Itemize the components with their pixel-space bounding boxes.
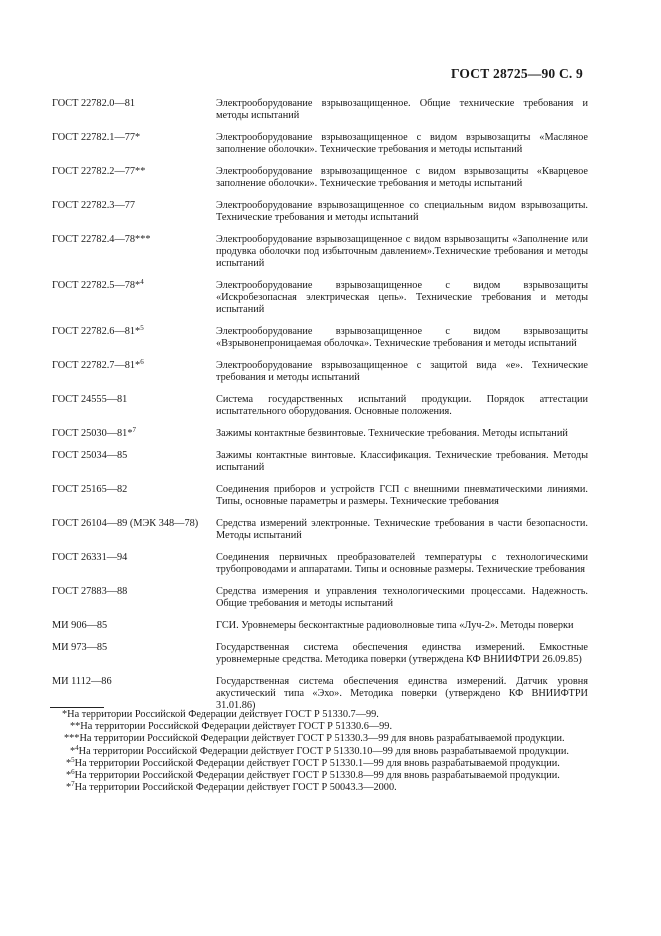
standard-title: Электрооборудование взрывозащищенное с защитой вида «е». Технические требования и методы испытаний [216,360,588,383]
reference-row [52,326,588,350]
standard-code: ГОСТ 22782.6—81*$^5$ [52,324,144,337]
reference-row [52,234,588,270]
standard-title: Система государственных испытаний продукции. Порядок аттестации испытательного оборудования. Основные положения. [216,394,588,417]
standard-code: ГОСТ 22782.7—81*$^6$ [52,358,144,371]
reference-row [52,280,588,316]
footnote: **На территории Российской Федерации действует ГОСТ Р 51330.6—99. [70,721,393,733]
reference-row [52,360,588,384]
standard-title: Соединения приборов и устройств ГСП с внешними пневматическими линиями. Типы, основные параметры и размеры. Технические требования [216,484,588,507]
standard-title: Электрооборудование взрывозащищенное с видом взрывозащиты «Искробезопасная электрическая цепь». Технические требования и методы испытаний [216,280,588,315]
footnote: ***На территории Российской Федерации действует ГОСТ Р 51330.3—99 для вновь разрабатываемой продукции. [64,733,565,745]
standard-code: ГОСТ 22782.1—77* [52,132,141,143]
reference-row [52,450,588,474]
footnote: *$^5$На территории Российской Федерации действует ГОСТ Р 51330.1—99 для вновь разрабатываемой продукции. [66,755,560,769]
standard-code: ГОСТ 22782.5—78*$^4$ [52,278,144,291]
reference-row [52,642,588,666]
standard-title: Электрооборудование взрывозащищенное с видом взрывозащиты «Масляное заполнение оболочки». Технические требования и методы испытаний [216,132,588,155]
standard-title: Соединения первичных преобразователей температуры с технологическими трубопроводами и аппаратами. Типы и основные размеры. Технические требования [216,552,588,575]
reference-row [52,428,588,440]
standard-title: Средства измерений электронные. Технические требования в части безопасности. Методы испытаний [216,518,588,541]
standard-code: ГОСТ 24555—81 [52,394,128,405]
reference-row [52,166,588,190]
standard-code: МИ 1112—86 [52,676,112,687]
standard-code: ГОСТ 22782.2—77** [52,166,146,177]
standard-title: Электрооборудование взрывозащищенное со специальным видом взрывозащиты. Технические требования и методы испытаний [216,200,588,223]
reference-row [52,200,588,224]
standard-code: ГОСТ 25030—81*$^7$ [52,426,136,439]
standard-title: ГСИ. Уровнемеры бесконтактные радиоволновые типа «Луч-2». Методы поверки [216,620,574,631]
standard-code: ГОСТ 26104—89 (МЭК 348—78) [52,518,199,529]
standard-title: Электрооборудование взрывозащищенное с видом взрывозащиты «Заполнение или продувка оболочки под избыточным давлением».Технические требования и методы испытаний [216,234,588,269]
footnote: *$^6$На территории Российской Федерации действует ГОСТ Р 51330.8—99 для вновь разрабатываемой продукции. [66,768,560,782]
standard-title: Государственная система обеспечения единства измерений. Емкостные уровнемерные средства. Методика поверки (утверждена КФ ВНИИФТРИ 26.09.85) [216,642,588,665]
standard-title: Электрооборудование взрывозащищенное с видом взрывозащиты «Взрывонепроницаемая оболочка». Технические требования и методы испытаний [216,326,588,349]
standard-code: ГОСТ 25165—82 [52,484,128,495]
reference-row [52,620,588,632]
standard-code: МИ 906—85 [52,620,108,631]
reference-row [52,518,588,542]
reference-row [52,98,588,122]
standard-title: Электрооборудование взрывозащищенное с видом взрывозащиты «Кварцевое заполнение оболочки». Технические требования и методы испытаний [216,166,588,189]
standard-title: Средства измерения и управления технологическими процессами. Надежность. Общие требования и методы испытаний [216,586,588,609]
standard-code: ГОСТ 27883—88 [52,586,128,597]
footnote: *На территории Российской Федерации действует ГОСТ Р 51330.7—99. [62,709,379,720]
reference-row [52,676,588,712]
footnote-divider [50,707,104,708]
standard-code: ГОСТ 26331—94 [52,552,128,563]
standard-title: Государственная система обеспечения единства измерений. Датчик уровня акустический типа «Эхо». Методика поверки (утверждено КФ ВНИИФТРИ 31.01.86) [216,676,588,711]
standard-title: Зажимы контактные винтовые. Классификация. Технические требования. Методы испытаний [216,450,588,473]
reference-row [52,394,588,418]
footnote: *$^7$На территории Российской Федерации действует ГОСТ Р 50043.3—2000. [66,780,397,794]
standard-title: Зажимы контактные безвинтовые. Технические требования. Методы испытаний [216,428,568,439]
footnote: *$^4$На территории Российской Федерации действует ГОСТ Р 51330.10—99 для вновь разрабатываемой продукции. [70,743,569,757]
reference-row [52,132,588,156]
standard-code: ГОСТ 22782.4—78*** [52,234,151,245]
standard-code: ГОСТ 25034—85 [52,450,128,461]
reference-row [52,586,588,610]
standard-code: ГОСТ 22782.0—81 [52,98,136,109]
standard-code: МИ 973—85 [52,642,108,653]
page-header: ГОСТ 28725—90 С. 9 [450,66,583,81]
reference-row [52,484,588,508]
standard-code: ГОСТ 22782.3—77 [52,200,136,211]
footnotes [52,709,588,794]
standard-title: Электрооборудование взрывозащищенное. Общие технические требования и методы испытаний [216,98,588,121]
reference-list [52,98,588,722]
reference-row [52,552,588,576]
